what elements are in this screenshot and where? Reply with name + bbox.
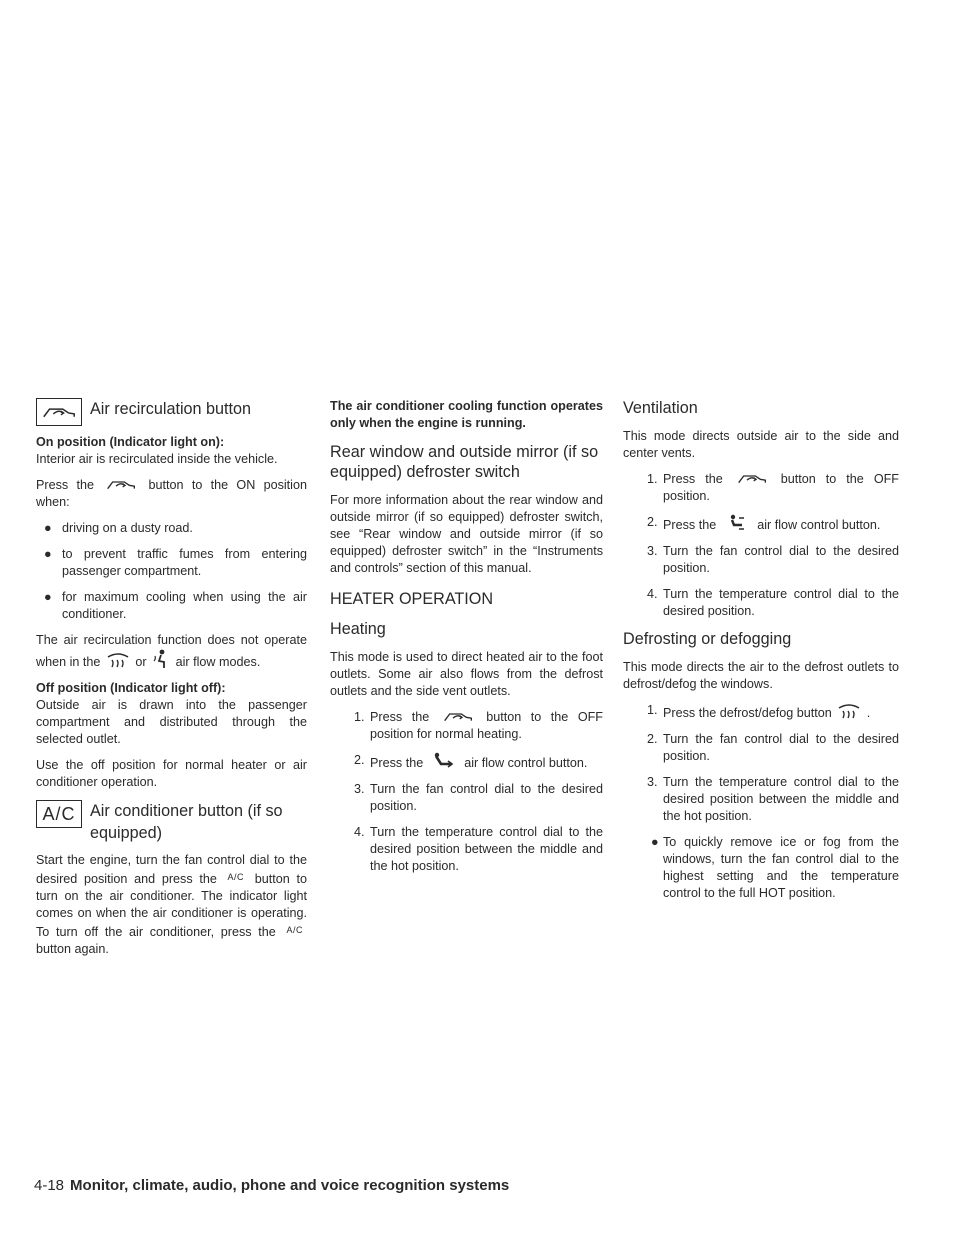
list-item: 2. Press the air flow control button. — [647, 515, 881, 532]
ventilation-heading: Ventilation — [623, 399, 698, 417]
list-item: ● driving on a dusty road. — [44, 521, 193, 535]
ac-heading: Air conditioner button (if so equipped) — [90, 802, 283, 842]
list-item: 3. Turn the fan control dial to the desired position. — [647, 544, 899, 575]
heating-text: This mode is used to direct heated air to the foot outlets. Some air also flows from the defrost outlets and the side vent outlets. — [330, 650, 603, 698]
recirculation-icon — [36, 398, 82, 426]
ac-heading-row — [36, 800, 307, 844]
ventilation-text: This mode directs outside air to the side and center vents. — [623, 429, 899, 460]
ac-inline-icon: A/C — [227, 872, 245, 882]
ac-warning: The air conditioner cooling function operates only when the engine is running. — [330, 399, 603, 430]
list-item: ● To quickly remove ice or fog from the windows, turn the fan control dial to the highest setting and the temperature control to the full HOT position. — [651, 835, 899, 900]
recirculation-icon — [104, 477, 138, 492]
list-item: 4. Turn the temperature control dial to the desired position between the middle and the hot position. — [354, 825, 603, 873]
off-position-title: Off position (Indicator light off): — [36, 681, 226, 695]
list-item: 1. Press the defrost/defog button . — [647, 703, 871, 720]
ac-text: Start the engine, turn the fan control dial to the desired position and press the A/C button to turn on the air conditioner. The indicator light comes on when the air conditioner is operating. To turn off the air conditioner, press the A/C button again. — [36, 853, 307, 956]
heater-operation-heading: HEATER OPERATION — [330, 590, 494, 608]
rear-defroster-heading: Rear window and outside mirror (if so equipped) defroster switch — [330, 443, 599, 481]
page-footer — [34, 1176, 509, 1196]
list-item: 3. Turn the fan control dial to the desired position. — [354, 782, 603, 813]
press-recirc-text: Press the button to the ON position when: — [36, 478, 307, 509]
foot-mode-icon — [429, 752, 459, 770]
list-item: 2. Turn the fan control dial to the desired position. — [647, 732, 899, 763]
no-operate-text: The air recirculation function does not operate when in the or air flow modes. — [36, 633, 307, 669]
chapter-title: Monitor, climate, audio, phone and voice recognition systems — [70, 1177, 510, 1194]
list-item: 3. Turn the temperature control dial to the desired position between the middle and the hot position. — [647, 775, 899, 823]
recirculation-icon — [735, 471, 769, 486]
column-1 — [36, 398, 307, 967]
ventilation-steps — [623, 471, 899, 620]
defrost-heading: Defrosting or defogging — [623, 630, 792, 648]
list-item: ● for maximum cooling when using the air conditioner. — [44, 590, 307, 621]
recirc-bullet-list — [36, 520, 307, 623]
foot-defrost-icon — [152, 649, 170, 669]
ac-icon: A/C — [36, 800, 82, 828]
heating-heading: Heating — [330, 620, 386, 638]
page-number: 4-18 — [34, 1177, 65, 1194]
defrost-text: This mode directs the air to the defrost outlets to defrost/defog the windows. — [623, 660, 899, 691]
defrost-icon — [106, 651, 130, 669]
list-item: 1. Press the button to the OFF position. — [647, 472, 899, 503]
ac-inline-icon: A/C — [286, 925, 303, 935]
off-position-text: Outside air is drawn into the passenger compartment and distributed through the selected outlet. — [36, 698, 307, 746]
on-position-text: Interior air is recirculated inside the vehicle. — [36, 452, 278, 466]
heating-steps — [330, 709, 603, 875]
on-position-title: On position (Indicator light on): — [36, 435, 225, 449]
rear-defroster-text: For more information about the rear window and outside mirror (if so equipped) defroster switch, see “Rear window and outside mirror (if so equipped) defroster switch” in the “Instruments and controls” section of this manual. — [330, 493, 603, 575]
defrost-icon — [837, 702, 861, 720]
recirc-heading: Air recirculation button — [90, 400, 252, 418]
list-item: 4. Turn the temperature control dial to the desired position. — [647, 587, 899, 618]
column-2 — [330, 398, 603, 884]
defrost-steps — [623, 702, 899, 902]
list-item: 1. Press the button to the OFF position for normal heating. — [354, 710, 603, 741]
recirc-heading-row — [36, 398, 307, 426]
bilevel-mode-icon — [722, 514, 752, 532]
list-item: ● to prevent traffic fumes from entering passenger compartment. — [44, 547, 307, 578]
column-3 — [623, 398, 899, 911]
list-item: 2. Press the air flow control button. — [354, 753, 588, 770]
recirculation-icon — [441, 709, 475, 724]
off-use-text: Use the off position for normal heater or air conditioner operation. — [36, 758, 307, 789]
